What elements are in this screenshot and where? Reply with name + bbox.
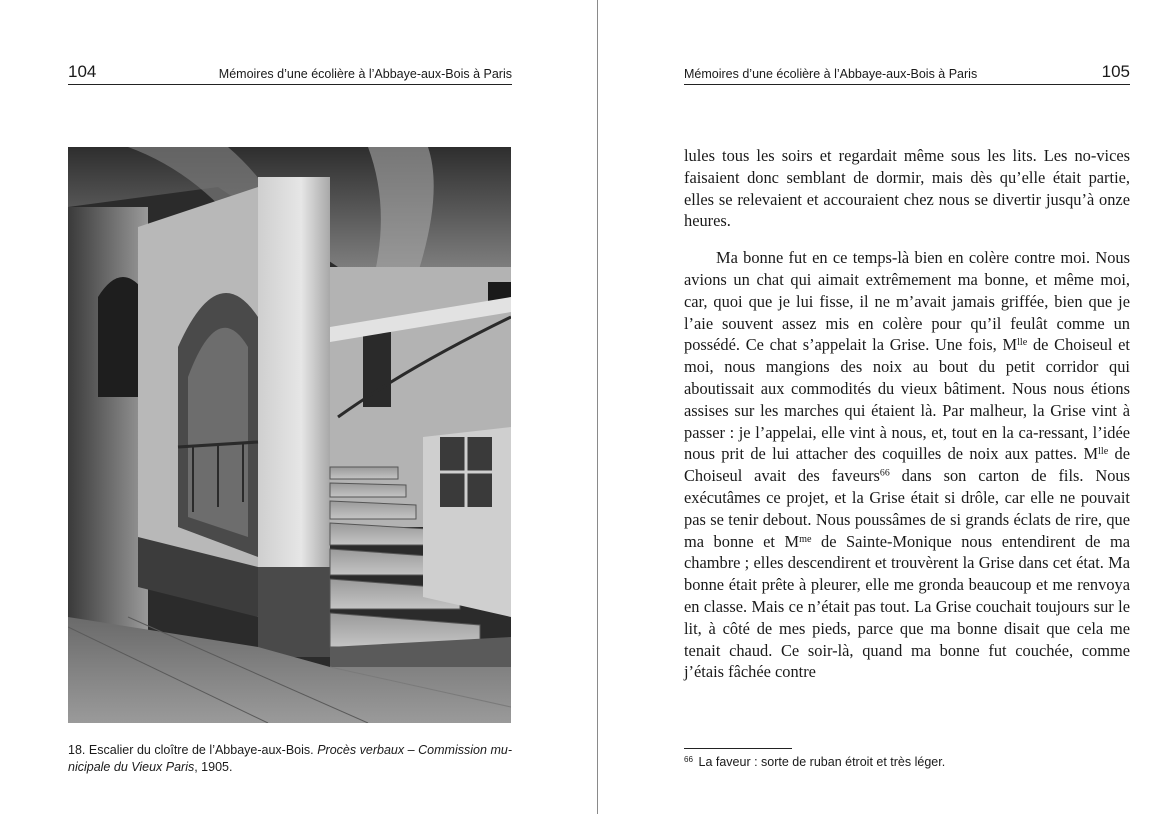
footnote-number: 66 [684, 754, 694, 764]
right-page [598, 0, 1176, 814]
superscript-lle-1: lle [1017, 337, 1028, 349]
body-text [684, 145, 1130, 683]
paragraph-2-part-5: de Sainte-Monique nous entendirent de ma chambre ; elles descendirent et trouvèrent la Grise dans cet état. Ma bonne était prête à pleurer, elle me gronda beaucoup et me renvoya en classe. Mais ce n’était pas tout. La Grise couchait toujours sur le lit, à côté de mes pieds, parce que ma bonne disait que cela me tenait chaud. Ce soir-là, quand ma bonne fut couchée, comme j’étais fâchée contre [684, 531, 1130, 682]
footnote-reference[interactable]: 66 [879, 467, 890, 479]
caption-text: Escalier du cloître de l’Abbaye-aux-Bois. [85, 743, 318, 757]
paragraph-2-part-3: de Choiseul avait des faveurs [684, 444, 1130, 486]
footnote-text: La faveur : sorte de ruban étroit et très léger. [695, 755, 946, 769]
left-running-title: Mémoires d’une écolière à l’Abbaye-aux-Bois à Paris [218, 67, 512, 81]
superscript-me: me [799, 533, 812, 545]
left-running-header [68, 62, 512, 85]
paragraph-1: lules tous les soirs et regardait même sous les lits. Les no-vices faisaient donc semblant de dormir, mais dès qu’elle était partie, elles se relevaient et accouraient chez nous se divertir jusqu’à onze heures. [684, 146, 1130, 231]
figure-caption [68, 742, 512, 776]
caption-number: 18. [68, 743, 86, 757]
footnote [684, 754, 1130, 771]
superscript-lle-2: lle [1098, 446, 1109, 458]
right-running-title: Mémoires d’une écolière à l’Abbaye-aux-Bois à Paris [684, 67, 978, 81]
caption-source-title: Procès verbaux – Commission mu-nicipale du Vieux Paris [68, 743, 512, 774]
paragraph-2 [684, 247, 1130, 683]
paragraph-2-part-1: Ma bonne fut en ce temps-là bien en colère contre moi. Nous avions un chat qui aimait extrêmement ma bonne, et même moi, car, quoi que je lui fisse, il ne m’avait jamais griffée, bien que je l’aie souvent assez mis en colère pour qu’il feulât comme un possédé. Ce chat s’appelait la Grise. Une fois, M [684, 248, 1130, 355]
right-running-header [684, 62, 1130, 85]
paragraph-2-part-4: dans son carton de fils. Nous exécutâmes ce projet, et la Grise était si drôle, car elle ne pouvait pas se tenir debout. Nous poussâmes de si grands éclats de rire, que ma bonne et M [684, 466, 1130, 551]
footnote-separator [684, 748, 792, 749]
staircase-photo-illustration [68, 147, 511, 723]
paragraph-2-part-2: de Choiseul et moi, nous mangions des noix au bout du petit corridor qui aboutissait aux commodités du vieux bâtiment. Nous nous étions assises sur les marches qui étaient là. Par malheur, la Grise vint à passer : je l’appelai, elle vint à nous, et, tout en la ca-ressant, l’idée nous prit de lui attacher des coquilles de noix aux pattes. M [684, 335, 1130, 464]
right-page-number: 105 [1101, 62, 1130, 81]
left-page-number: 104 [68, 62, 97, 81]
staircase-photograph [68, 147, 511, 723]
caption-year: , 1905. [194, 760, 233, 774]
